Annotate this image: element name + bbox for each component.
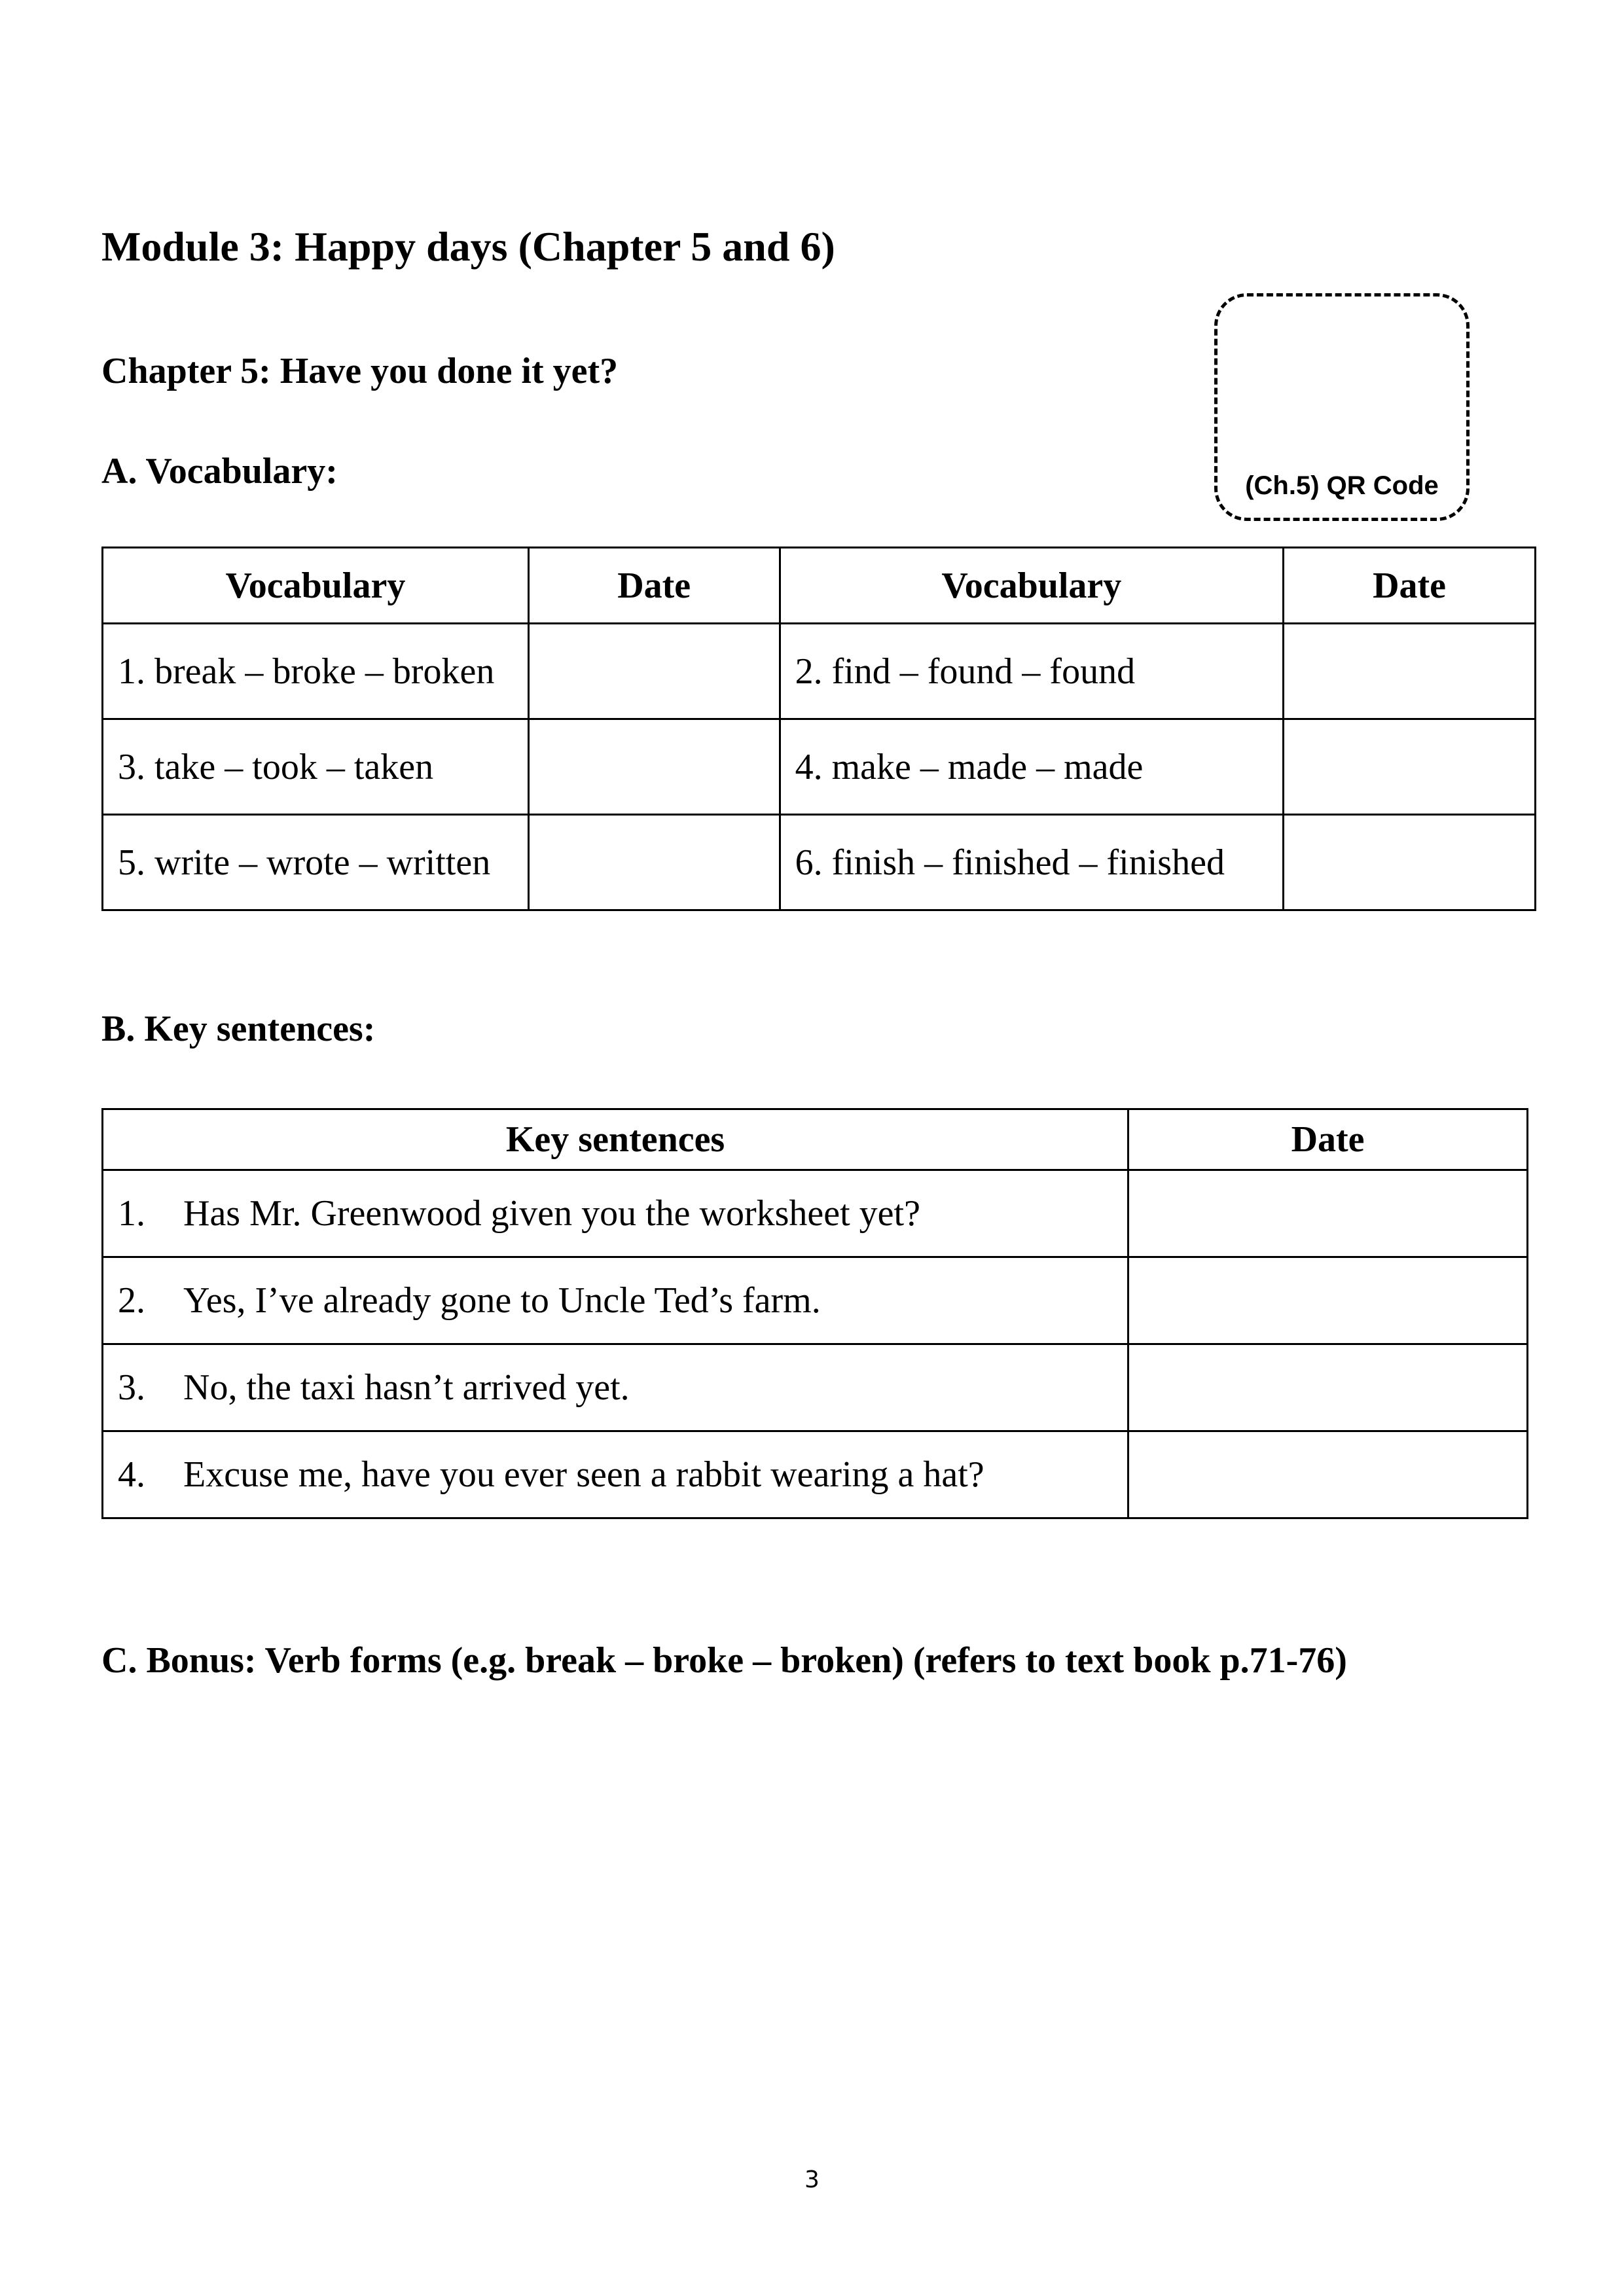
table-row — [103, 719, 1536, 815]
vocab-cell: 1. break – broke – broken — [103, 624, 529, 719]
sentence-text: No, the taxi hasn’t arrived yet. — [183, 1367, 630, 1408]
date-cell[interactable] — [1128, 1257, 1528, 1344]
table-header-row — [103, 1109, 1528, 1170]
sentence-number: 3. — [118, 1367, 145, 1408]
column-header: Key sentences — [103, 1109, 1128, 1170]
date-cell[interactable] — [1128, 1170, 1528, 1257]
table-header-row — [103, 548, 1536, 624]
table-row — [103, 1257, 1528, 1344]
page-title: Module 3: Happy days (Chapter 5 and 6) — [101, 223, 835, 270]
table-row — [103, 1431, 1528, 1518]
section-vocabulary-heading: A. Vocabulary: — [101, 451, 338, 492]
vocabulary-table — [101, 547, 1536, 911]
column-header: Date — [1284, 548, 1536, 624]
table-row — [103, 815, 1536, 910]
table-row — [103, 624, 1536, 719]
sentence-cell — [103, 1431, 1128, 1518]
sentence-number: 4. — [118, 1454, 145, 1495]
column-header: Vocabulary — [103, 548, 529, 624]
sentence-cell — [103, 1257, 1128, 1344]
vocab-cell: 3. take – took – taken — [103, 719, 529, 815]
vocab-cell: 6. finish – finished – finished — [780, 815, 1284, 910]
vocab-cell: 5. write – wrote – written — [103, 815, 529, 910]
sentence-number: 1. — [118, 1193, 145, 1234]
qr-code-label: (Ch.5) QR Code — [1245, 471, 1439, 500]
column-header: Date — [1128, 1109, 1528, 1170]
date-cell[interactable] — [1284, 624, 1536, 719]
date-cell[interactable] — [1128, 1431, 1528, 1518]
sentence-text: Yes, I’ve already gone to Uncle Ted’s farm. — [183, 1280, 821, 1321]
chapter-heading: Chapter 5: Have you done it yet? — [101, 351, 619, 391]
sentence-number: 2. — [118, 1280, 145, 1321]
table-row — [103, 1344, 1528, 1431]
sentence-text: Excuse me, have you ever seen a rabbit wearing a hat? — [183, 1454, 984, 1495]
qr-code-placeholder — [1214, 293, 1470, 521]
key-sentences-table — [101, 1108, 1528, 1519]
date-cell[interactable] — [1284, 815, 1536, 910]
section-bonus-heading: C. Bonus: Verb forms (e.g. break – broke – broken) (refers to text book p.71-76) — [101, 1640, 1347, 1681]
date-cell[interactable] — [1128, 1344, 1528, 1431]
date-cell[interactable] — [528, 719, 780, 815]
section-key-sentences-heading: B. Key sentences: — [101, 1009, 376, 1049]
page-number: 3 — [804, 2166, 820, 2193]
date-cell[interactable] — [1284, 719, 1536, 815]
sentence-text: Has Mr. Greenwood given you the worksheet yet? — [183, 1193, 920, 1234]
sentence-cell — [103, 1344, 1128, 1431]
vocab-cell: 2. find – found – found — [780, 624, 1284, 719]
date-cell[interactable] — [528, 624, 780, 719]
vocab-cell: 4. make – made – made — [780, 719, 1284, 815]
column-header: Vocabulary — [780, 548, 1284, 624]
column-header: Date — [528, 548, 780, 624]
sentence-cell — [103, 1170, 1128, 1257]
date-cell[interactable] — [528, 815, 780, 910]
table-row — [103, 1170, 1528, 1257]
